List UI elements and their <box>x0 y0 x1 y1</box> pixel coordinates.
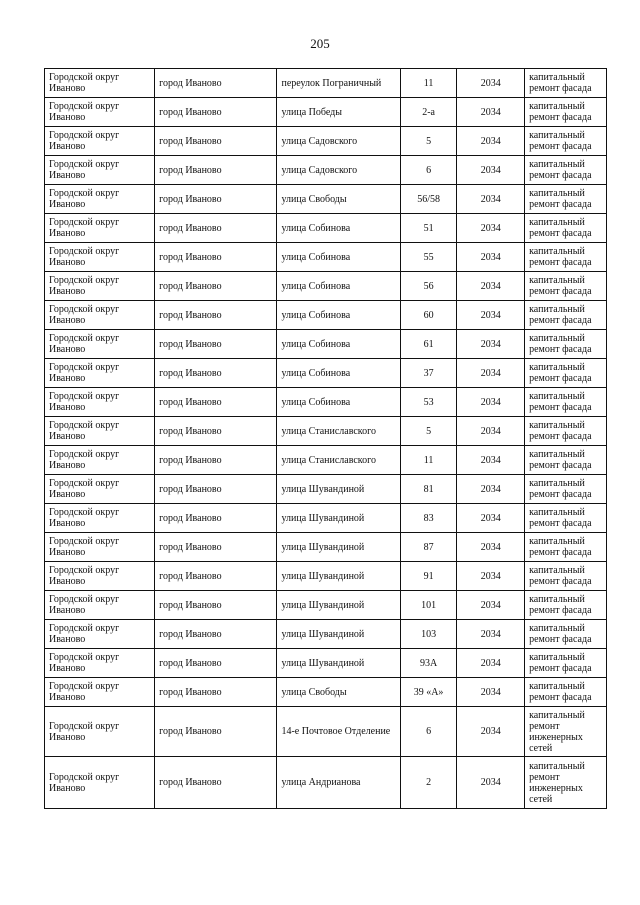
cell-city: город Иваново <box>155 504 277 533</box>
cell-city: город Иваново <box>155 301 277 330</box>
table-row <box>45 388 607 417</box>
table-row <box>45 330 607 359</box>
table-row <box>45 707 607 757</box>
cell-municipality: Городской округ Иваново <box>45 156 155 185</box>
table-row <box>45 562 607 591</box>
table-row <box>45 272 607 301</box>
cell-street: улица Станиславского <box>277 446 400 475</box>
cell-city: город Иваново <box>155 562 277 591</box>
cell-house-number: 60 <box>400 301 457 330</box>
cell-work-type: капитальный ремонт фасада <box>525 446 607 475</box>
cell-year: 2034 <box>457 330 525 359</box>
table-row <box>45 301 607 330</box>
cell-municipality: Городской округ Иваново <box>45 649 155 678</box>
cell-municipality: Городской округ Иваново <box>45 185 155 214</box>
cell-work-type: капитальный ремонт инженерных сетей <box>525 707 607 757</box>
cell-municipality: Городской округ Иваново <box>45 127 155 156</box>
cell-year: 2034 <box>457 388 525 417</box>
cell-work-type: капитальный ремонт фасада <box>525 533 607 562</box>
table-row <box>45 417 607 446</box>
cell-work-type: капитальный ремонт фасада <box>525 388 607 417</box>
cell-house-number: 101 <box>400 591 457 620</box>
cell-municipality: Городской округ Иваново <box>45 69 155 98</box>
cell-city: город Иваново <box>155 417 277 446</box>
cell-work-type: капитальный ремонт фасада <box>525 562 607 591</box>
cell-municipality: Городской округ Иваново <box>45 678 155 707</box>
table-row <box>45 533 607 562</box>
table-row <box>45 678 607 707</box>
cell-street: улица Собинова <box>277 359 400 388</box>
cell-year: 2034 <box>457 475 525 504</box>
cell-house-number: 5 <box>400 417 457 446</box>
table-row <box>45 185 607 214</box>
cell-work-type: капитальный ремонт фасада <box>525 504 607 533</box>
cell-municipality: Городской округ Иваново <box>45 272 155 301</box>
cell-city: город Иваново <box>155 707 277 757</box>
cell-work-type: капитальный ремонт фасада <box>525 330 607 359</box>
cell-city: город Иваново <box>155 272 277 301</box>
cell-city: город Иваново <box>155 475 277 504</box>
cell-work-type: капитальный ремонт фасада <box>525 678 607 707</box>
page-number: 205 <box>310 36 330 51</box>
cell-street: 14-е Почтовое Отделение <box>277 707 400 757</box>
cell-street: улица Шувандиной <box>277 591 400 620</box>
cell-work-type: капитальный ремонт фасада <box>525 649 607 678</box>
cell-year: 2034 <box>457 301 525 330</box>
cell-municipality: Городской округ Иваново <box>45 214 155 243</box>
cell-city: город Иваново <box>155 591 277 620</box>
cell-street: улица Шувандиной <box>277 475 400 504</box>
cell-street: улица Свободы <box>277 185 400 214</box>
cell-year: 2034 <box>457 533 525 562</box>
cell-city: город Иваново <box>155 214 277 243</box>
cell-city: город Иваново <box>155 757 277 809</box>
cell-municipality: Городской округ Иваново <box>45 417 155 446</box>
cell-year: 2034 <box>457 214 525 243</box>
cell-house-number: 53 <box>400 388 457 417</box>
cell-municipality: Городской округ Иваново <box>45 562 155 591</box>
cell-house-number: 56/58 <box>400 185 457 214</box>
cell-street: улица Шувандиной <box>277 533 400 562</box>
cell-city: город Иваново <box>155 330 277 359</box>
cell-street: улица Станиславского <box>277 417 400 446</box>
cell-house-number: 2 <box>400 757 457 809</box>
cell-municipality: Городской округ Иваново <box>45 757 155 809</box>
cell-house-number: 81 <box>400 475 457 504</box>
table-row <box>45 359 607 388</box>
cell-city: город Иваново <box>155 649 277 678</box>
table-row <box>45 156 607 185</box>
cell-city: город Иваново <box>155 620 277 649</box>
cell-year: 2034 <box>457 757 525 809</box>
cell-city: город Иваново <box>155 533 277 562</box>
cell-municipality: Городской округ Иваново <box>45 591 155 620</box>
cell-year: 2034 <box>457 504 525 533</box>
cell-municipality: Городской округ Иваново <box>45 301 155 330</box>
cell-municipality: Городской округ Иваново <box>45 533 155 562</box>
cell-work-type: капитальный ремонт фасада <box>525 301 607 330</box>
table-row <box>45 214 607 243</box>
cell-city: город Иваново <box>155 243 277 272</box>
cell-house-number: 83 <box>400 504 457 533</box>
cell-house-number: 103 <box>400 620 457 649</box>
cell-work-type: капитальный ремонт фасада <box>525 359 607 388</box>
cell-house-number: 56 <box>400 272 457 301</box>
cell-work-type: капитальный ремонт инженерных сетей <box>525 757 607 809</box>
cell-house-number: 2-а <box>400 98 457 127</box>
cell-year: 2034 <box>457 359 525 388</box>
cell-municipality: Городской округ Иваново <box>45 707 155 757</box>
cell-house-number: 5 <box>400 127 457 156</box>
cell-year: 2034 <box>457 272 525 301</box>
cell-municipality: Городской округ Иваново <box>45 388 155 417</box>
cell-work-type: капитальный ремонт фасада <box>525 214 607 243</box>
cell-street: улица Собинова <box>277 330 400 359</box>
cell-municipality: Городской округ Иваново <box>45 620 155 649</box>
cell-year: 2034 <box>457 127 525 156</box>
table-row <box>45 98 607 127</box>
table-row <box>45 69 607 98</box>
cell-municipality: Городской округ Иваново <box>45 330 155 359</box>
cell-city: город Иваново <box>155 388 277 417</box>
cell-work-type: капитальный ремонт фасада <box>525 272 607 301</box>
table-row <box>45 446 607 475</box>
cell-work-type: капитальный ремонт фасада <box>525 620 607 649</box>
cell-house-number: 55 <box>400 243 457 272</box>
cell-city: город Иваново <box>155 127 277 156</box>
cell-street: улица Садовского <box>277 127 400 156</box>
cell-year: 2034 <box>457 446 525 475</box>
cell-work-type: капитальный ремонт фасада <box>525 591 607 620</box>
cell-city: город Иваново <box>155 185 277 214</box>
cell-work-type: капитальный ремонт фасада <box>525 69 607 98</box>
cell-year: 2034 <box>457 620 525 649</box>
table-row <box>45 243 607 272</box>
cell-work-type: капитальный ремонт фасада <box>525 475 607 504</box>
cell-year: 2034 <box>457 707 525 757</box>
table-row <box>45 649 607 678</box>
cell-work-type: капитальный ремонт фасада <box>525 127 607 156</box>
cell-house-number: 37 <box>400 359 457 388</box>
cell-municipality: Городской округ Иваново <box>45 98 155 127</box>
cell-city: город Иваново <box>155 359 277 388</box>
cell-house-number: 93А <box>400 649 457 678</box>
cell-street: улица Собинова <box>277 388 400 417</box>
cell-year: 2034 <box>457 649 525 678</box>
cell-street: улица Собинова <box>277 272 400 301</box>
cell-street: улица Собинова <box>277 243 400 272</box>
cell-house-number: 51 <box>400 214 457 243</box>
cell-house-number: 6 <box>400 707 457 757</box>
table-row <box>45 757 607 809</box>
cell-city: город Иваново <box>155 678 277 707</box>
cell-year: 2034 <box>457 678 525 707</box>
table-row <box>45 620 607 649</box>
cell-street: улица Шувандиной <box>277 562 400 591</box>
cell-municipality: Городской округ Иваново <box>45 446 155 475</box>
cell-street: переулок Пограничный <box>277 69 400 98</box>
cell-work-type: капитальный ремонт фасада <box>525 243 607 272</box>
cell-street: улица Собинова <box>277 214 400 243</box>
cell-house-number: 87 <box>400 533 457 562</box>
cell-year: 2034 <box>457 156 525 185</box>
cell-municipality: Городской округ Иваново <box>45 359 155 388</box>
cell-house-number: 91 <box>400 562 457 591</box>
cell-municipality: Городской округ Иваново <box>45 243 155 272</box>
cell-street: улица Андрианова <box>277 757 400 809</box>
cell-house-number: 39 «А» <box>400 678 457 707</box>
cell-street: улица Собинова <box>277 301 400 330</box>
building-repair-table <box>44 68 607 809</box>
cell-work-type: капитальный ремонт фасада <box>525 185 607 214</box>
cell-house-number: 11 <box>400 446 457 475</box>
cell-street: улица Свободы <box>277 678 400 707</box>
cell-house-number: 6 <box>400 156 457 185</box>
cell-city: город Иваново <box>155 446 277 475</box>
table-row <box>45 475 607 504</box>
cell-year: 2034 <box>457 591 525 620</box>
cell-year: 2034 <box>457 185 525 214</box>
table-row <box>45 591 607 620</box>
cell-municipality: Городской округ Иваново <box>45 475 155 504</box>
cell-year: 2034 <box>457 69 525 98</box>
cell-street: улица Шувандиной <box>277 649 400 678</box>
cell-city: город Иваново <box>155 98 277 127</box>
cell-year: 2034 <box>457 98 525 127</box>
cell-city: город Иваново <box>155 69 277 98</box>
cell-street: улица Шувандиной <box>277 504 400 533</box>
cell-house-number: 11 <box>400 69 457 98</box>
cell-year: 2034 <box>457 243 525 272</box>
cell-work-type: капитальный ремонт фасада <box>525 156 607 185</box>
cell-street: улица Шувандиной <box>277 620 400 649</box>
cell-city: город Иваново <box>155 156 277 185</box>
table-row <box>45 127 607 156</box>
cell-work-type: капитальный ремонт фасада <box>525 98 607 127</box>
cell-year: 2034 <box>457 562 525 591</box>
cell-municipality: Городской округ Иваново <box>45 504 155 533</box>
cell-street: улица Садовского <box>277 156 400 185</box>
cell-house-number: 61 <box>400 330 457 359</box>
table-row <box>45 504 607 533</box>
cell-work-type: капитальный ремонт фасада <box>525 417 607 446</box>
cell-street: улица Победы <box>277 98 400 127</box>
cell-year: 2034 <box>457 417 525 446</box>
